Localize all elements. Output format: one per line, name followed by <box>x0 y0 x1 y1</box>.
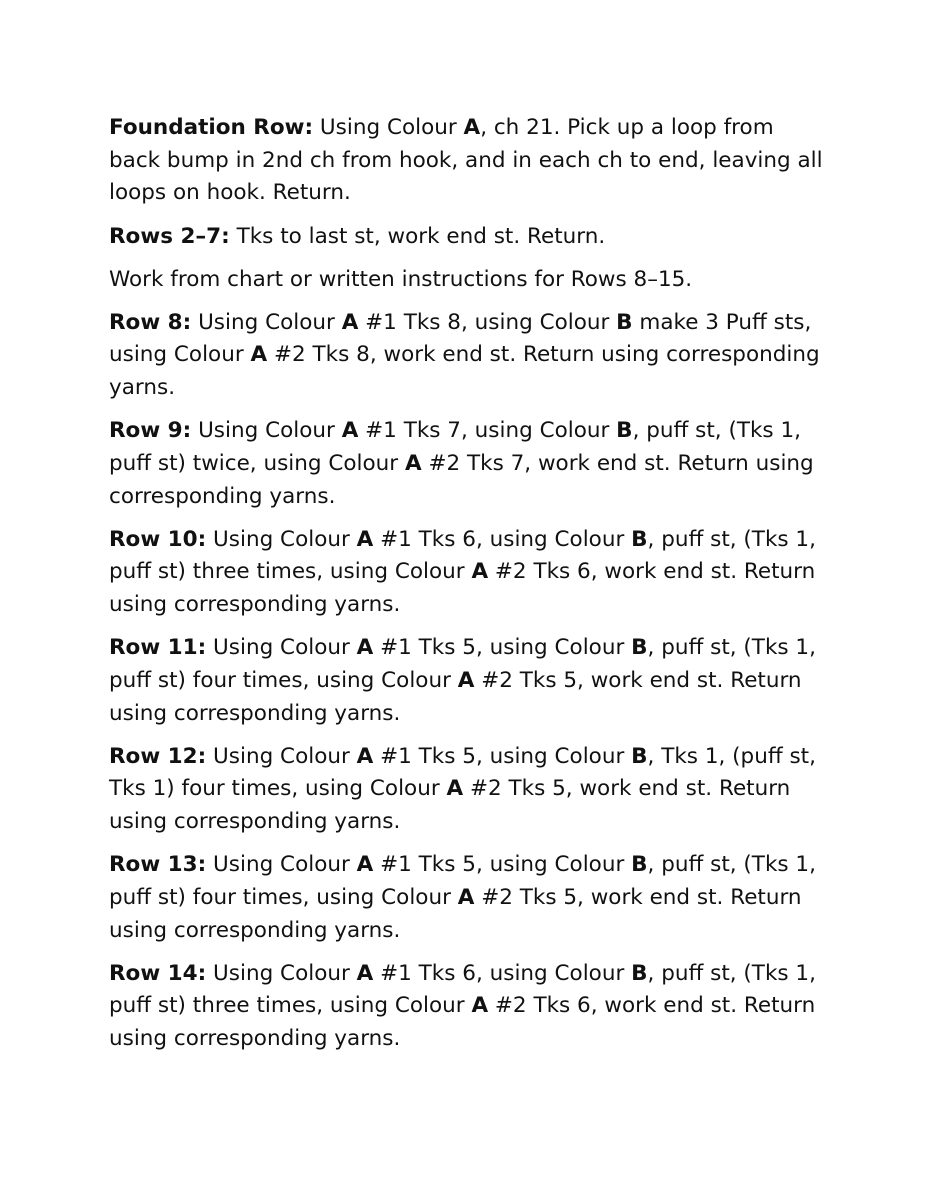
colour-code: B <box>616 418 633 444</box>
text-run: #1 Tks 6, using Colour <box>373 960 632 986</box>
row-label: Row 14: <box>109 960 207 986</box>
pattern-instructions <box>109 112 829 1066</box>
text-run: Using Colour <box>313 115 464 140</box>
row-label: Row 8: <box>109 309 192 335</box>
text-run: #2 Tks 6, work end st. Return using corresponding yarns. <box>109 559 816 618</box>
colour-code: A <box>457 884 475 910</box>
text-run: #1 Tks 8, using Colour <box>358 309 617 335</box>
colour-code: A <box>463 115 481 140</box>
paragraph-row-11 <box>109 632 829 730</box>
colour-code: B <box>631 852 648 878</box>
row-label: Row 13: <box>109 852 207 878</box>
colour-code: A <box>356 852 374 878</box>
paragraph-row-14 <box>109 958 829 1056</box>
row-label: Row 9: <box>109 418 192 444</box>
text-run: #1 Tks 5, using Colour <box>373 743 632 769</box>
text-run: #1 Tks 6, using Colour <box>373 526 632 552</box>
text-run: #2 Tks 5, work end st. Return using corresponding yarns. <box>109 884 802 943</box>
colour-code: A <box>341 418 359 444</box>
text-run: Work from chart or written instructions for Rows 8–15. <box>109 266 693 292</box>
paragraph-foundation-row <box>109 112 829 210</box>
colour-code: A <box>457 667 475 693</box>
colour-code: A <box>404 450 422 476</box>
text-run: #1 Tks 7, using Colour <box>358 418 617 444</box>
text-run: , puff st, (Tks 1, puff st) four times, using Colour <box>109 635 816 693</box>
paragraph-row-13 <box>109 849 829 947</box>
paragraph-row-8 <box>109 307 829 405</box>
colour-code: A <box>356 526 374 552</box>
text-run: #2 Tks 5, work end st. Return using corresponding yarns. <box>109 667 802 726</box>
colour-code: A <box>356 960 374 986</box>
colour-code: A <box>471 559 489 585</box>
colour-code: A <box>446 776 464 802</box>
paragraph-chart-note <box>109 264 829 297</box>
row-label: Foundation Row: <box>109 115 314 140</box>
text-run: , puff st, (Tks 1, puff st) four times, using Colour <box>109 852 816 910</box>
text-run: , puff st, (Tks 1, puff st) three times, using Colour <box>109 960 816 1019</box>
text-run: Using Colour <box>206 960 357 986</box>
text-run: #1 Tks 5, using Colour <box>373 852 632 878</box>
colour-code: A <box>250 342 268 368</box>
paragraph-row-9 <box>109 415 829 513</box>
text-run: Using Colour <box>191 418 342 444</box>
text-run: make 3 Puff sts, using Colour <box>109 309 812 368</box>
text-run: Tks to last st, work end st. Return. <box>229 223 606 249</box>
colour-code: B <box>631 960 648 986</box>
row-label: Row 11: <box>109 635 207 661</box>
text-run: Using Colour <box>206 743 357 769</box>
row-label: Row 12: <box>109 743 207 769</box>
row-label: Row 10: <box>109 526 207 552</box>
text-run: #2 Tks 6, work end st. Return using corresponding yarns. <box>109 993 816 1052</box>
colour-code: B <box>631 743 648 769</box>
text-run: , ch 21. Pick up a loop from back bump in 2nd ch from hook, and in each ch to end, leaving all loops on hook. Return. <box>109 115 823 206</box>
text-run: Using Colour <box>191 309 342 335</box>
text-run: , puff st, (Tks 1, puff st) twice, using Colour <box>109 418 801 476</box>
colour-code: A <box>356 635 374 661</box>
paragraph-rows-2-7 <box>109 221 829 254</box>
text-run: #2 Tks 8, work end st. Return using corresponding yarns. <box>109 342 820 401</box>
text-run: , puff st, (Tks 1, puff st) three times, using Colour <box>109 526 816 585</box>
paragraph-row-10 <box>109 524 829 622</box>
row-label: Rows 2–7: <box>109 223 230 249</box>
text-run: #2 Tks 5, work end st. Return using corresponding yarns. <box>109 776 791 835</box>
colour-code: A <box>356 743 374 769</box>
text-run: #2 Tks 7, work end st. Return using corresponding yarns. <box>109 450 814 509</box>
text-run: Using Colour <box>206 526 357 552</box>
paragraph-row-12 <box>109 741 829 839</box>
text-run: #1 Tks 5, using Colour <box>373 635 632 661</box>
text-run: Using Colour <box>206 635 357 661</box>
colour-code: A <box>341 309 359 335</box>
colour-code: B <box>631 526 648 552</box>
text-run: Using Colour <box>206 852 357 878</box>
colour-code: A <box>471 993 489 1019</box>
text-run: , Tks 1, (puff st, Tks 1) four times, using Colour <box>109 743 816 802</box>
colour-code: B <box>631 635 648 661</box>
colour-code: B <box>616 309 633 335</box>
